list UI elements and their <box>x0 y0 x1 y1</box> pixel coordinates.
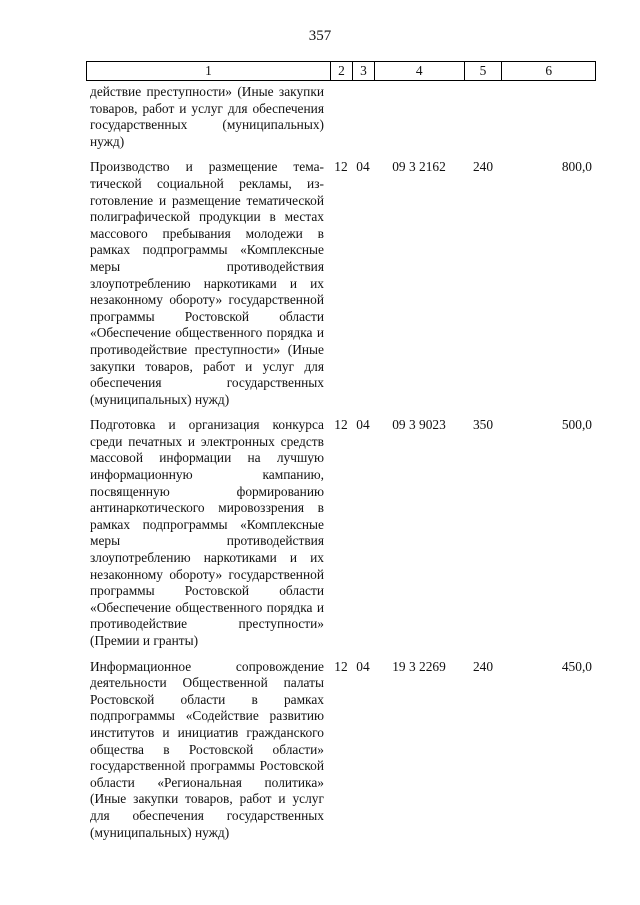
header-col-4: 4 <box>374 62 464 80</box>
row-amount <box>502 84 596 150</box>
table-row <box>86 84 596 150</box>
budget-table <box>86 61 596 850</box>
row-target-code <box>374 84 464 150</box>
header-col-3: 3 <box>352 62 374 80</box>
row-expense-type <box>464 84 502 150</box>
row-description: Информационное сопровождение деятельности Общественной палаты Ростовской области в рамках подпрограммы «Содействие развитию институтов и инициатив гражданского общества в Ростовской области» государственной программы Ростовской области «Региональная политика» (Иные закупки товаров, работ и услуг для обеспечения государственных (муниципальных) нужд) <box>90 658 324 840</box>
row-subsection: 04 <box>356 417 370 433</box>
header-col-1: 1 <box>205 63 212 78</box>
row-subsection <box>352 84 374 150</box>
row-description: Подготовка и организация конкурса среди печатных и электронных средств массовой информации на лучшую информационную кампанию, посвященную формированию антинаркотического мировоззрения в рамках подпрограммы «Комплексные меры противодействия злоупотреблению наркотиками и их незаконному обороту» государственной программы Ростовской области «Обеспечение общественного порядка и противодействие преступности» (Премии и гранты) <box>90 417 324 648</box>
row-subsection: 04 <box>356 658 370 674</box>
table-row <box>86 159 596 408</box>
row-amount: 500,0 <box>561 417 592 433</box>
row-amount: 800,0 <box>561 159 592 175</box>
page-number: 357 <box>308 28 332 44</box>
row-amount: 450,0 <box>561 658 592 674</box>
row-section: 12 <box>334 417 348 433</box>
row-expense-type: 240 <box>472 159 494 175</box>
row-section: 12 <box>334 658 348 674</box>
table-row <box>86 659 596 842</box>
row-description: действие преступности» (Иные закупки товаров, работ и услуг для обеспечения государственных (муниципальных) нужд) <box>90 84 324 149</box>
table-header <box>86 61 596 81</box>
row-target-code: 09 3 2162 <box>392 159 446 175</box>
row-subsection: 04 <box>356 159 370 175</box>
row-section <box>330 84 352 150</box>
header-col-5: 5 <box>464 62 502 80</box>
row-expense-type: 240 <box>472 658 494 674</box>
row-expense-type: 350 <box>472 417 494 433</box>
row-section: 12 <box>334 159 348 175</box>
row-target-code: 19 3 2269 <box>392 658 446 674</box>
header-col-2: 2 <box>330 62 352 80</box>
header-col-6: 6 <box>501 62 595 80</box>
table-row <box>86 417 596 649</box>
row-description: Производство и размещение тематической социальной рекламы, изготовление и размещение тематической полиграфической продукции в местах массового пребывания молодежи в рамках подпрограммы «Комплексные меры противодействия злоупотреблению наркотиками и их незаконному обороту» государственной программы Ростовской области «Обеспечение общественного порядка и противодействие преступности» (Иные закупки товаров, работ и услуг для обеспечения государственных (муниципальных) нужд) <box>90 159 324 407</box>
row-target-code: 09 3 9023 <box>392 417 446 433</box>
